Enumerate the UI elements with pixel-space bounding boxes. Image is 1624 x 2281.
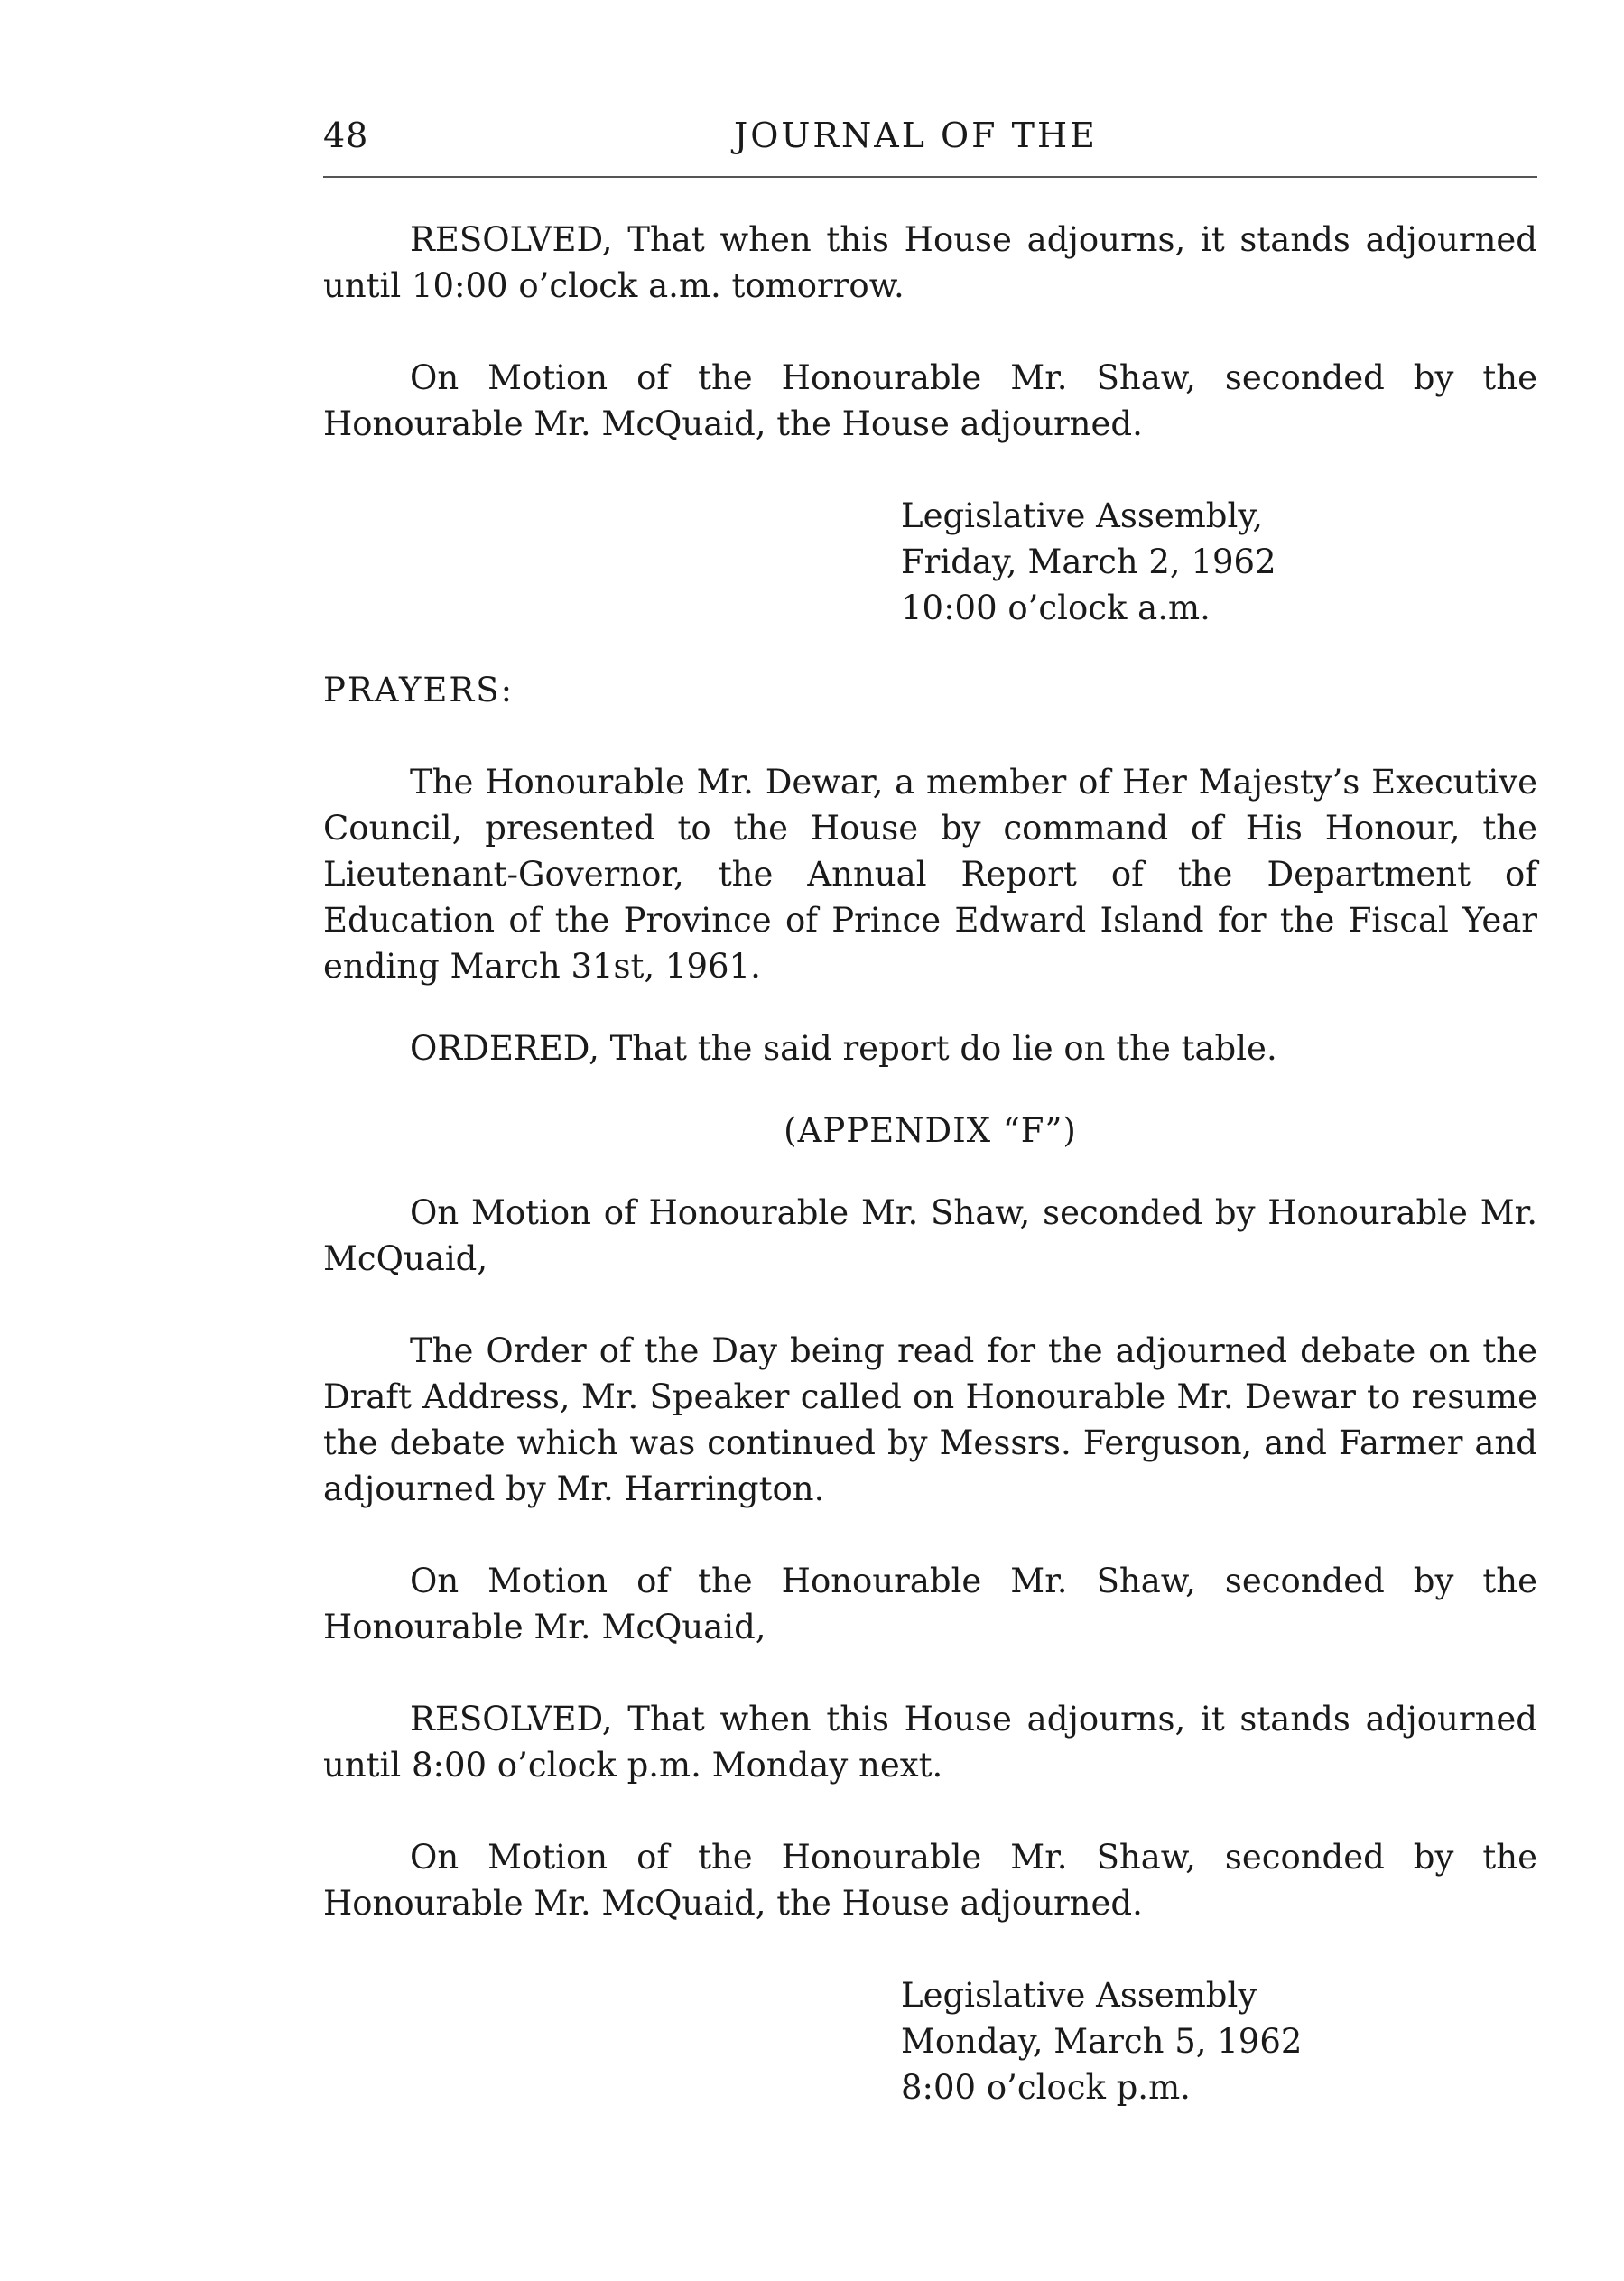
dateline-friday-line1: Legislative Assembly, [901, 496, 1264, 535]
paragraph-motion-seconded: On Motion of Honourable Mr. Shaw, seconded by Honourable Mr. McQuaid, [323, 1193, 1537, 1278]
dateline-friday-line3: 10:00 o’clock a.m. [901, 589, 1211, 627]
header-rule [323, 176, 1537, 178]
heading-prayers: PRAYERS: [323, 671, 515, 709]
dateline-monday [901, 1972, 1537, 2110]
paragraph-resolved-adjourn-monday: RESOLVED, That when this House adjourns, it stands adjourned until 8:00 o’clock p.m. Monday next. [323, 1700, 1537, 1785]
paragraph-order-of-day: The Order of the Day being read for the adjourned debate on the Draft Address, Mr. Speaker called on Honourable Mr. Dewar to resume the debate which was continued by Messrs. Ferguson, and Farmer and adjourned by Mr. Harrington. [323, 1331, 1537, 1508]
paragraph-motion-adjourned: On Motion of the Honourable Mr. Shaw, seconded by the Honourable Mr. McQuaid, the House adjourned. [323, 358, 1537, 443]
page-header [323, 116, 1537, 170]
appendix-reference: (APPENDIX “F”) [784, 1111, 1077, 1150]
journal-body [323, 217, 1537, 2110]
dateline-friday-line2: Friday, March 2, 1962 [901, 542, 1276, 581]
page-number: 48 [323, 116, 369, 155]
paragraph-motion-adjourned-2: On Motion of the Honourable Mr. Shaw, seconded by the Honourable Mr. McQuaid, the House adjourned. [323, 1838, 1537, 1923]
paragraph-motion-seconded-2: On Motion of the Honourable Mr. Shaw, seconded by the Honourable Mr. McQuaid, [323, 1562, 1537, 1646]
dateline-monday-line1: Legislative Assembly [901, 1976, 1257, 2015]
dateline-monday-line2: Monday, March 5, 1962 [901, 2022, 1303, 2061]
dateline-friday [901, 493, 1537, 631]
paragraph-resolved-adjourn-tomorrow: RESOLVED, That when this House adjourns, it stands adjourned until 10:00 o’clock a.m. tomorrow. [323, 220, 1537, 305]
paragraph-ordered: ORDERED, That the said report do lie on the table. [410, 1029, 1277, 1068]
running-head: JOURNAL OF THE [734, 116, 1098, 155]
paragraph-annual-report: The Honourable Mr. Dewar, a member of Her Majesty’s Executive Council, presented to the House by command of His Honour, the Lieutenant-Governor, the Annual Report of the Department of Education of the Province of Prince Edward Island for the Fiscal Year ending March 31st, 1961. [323, 763, 1537, 986]
dateline-monday-line3: 8:00 o’clock p.m. [901, 2068, 1191, 2107]
